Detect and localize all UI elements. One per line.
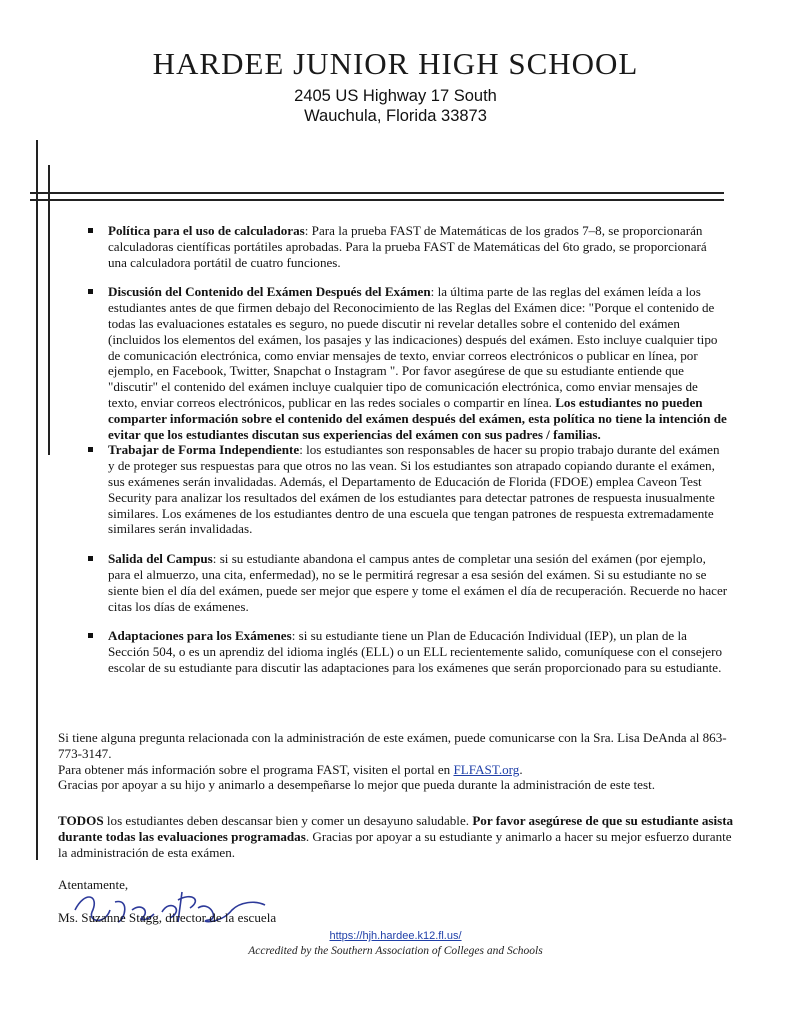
closing-paragraph: TODOS los estudiantes deben descansar bien y comer un desayuno saludable. Por favor asegúrese de que su estudiante asista durante todas las evaluaciones programadas. Gracias por apoyar a su estudiante y animarlo a hacer su mejor esfuerzo durante la administración de esta exámen. bbox=[58, 813, 734, 860]
policy-title: Salida del Campus bbox=[108, 551, 213, 567]
bullet-square-icon bbox=[88, 556, 93, 561]
header-rule-bottom bbox=[30, 199, 724, 201]
header-rule-top bbox=[30, 192, 724, 194]
policy-accommodations bbox=[88, 628, 728, 675]
policy-text: : la última parte de las reglas del exámen leída a los estudiantes antes de que firmen debajo del Reconocimiento de las Reglas del Exámen dice: "Porque el contenido de todas las evaluaciones estatales es seguro, no puede discutir ni revelar detalles sobre el contenido del exámen (incluidos los elementos del exámen, los pasajes y las indicaciones) después del exámen. Esto incluye cualquier tipo de comunicación electrónica, como enviar mensajes de texto, enviar correos electrónicos o publicar en línea, por ejemplo, en Facebook, Twitter, Snapchat o Instagram ". Por favor asegúrese de que su estudiante entiende que "discutir" el contenido del exámen incluye cualquier tipo de comunicación electrónica, como enviar mensajes de texto, enviar correos electrónicos, publicar en las redes sociales o compartir en línea. bbox=[108, 284, 718, 410]
contact-line-2: Para obtener más información sobre el programa FAST, visiten el portal en FLFAST.org. bbox=[58, 761, 523, 777]
accreditation-text: Accredited by the Southern Association of Colleges and Schools bbox=[248, 945, 543, 957]
address-line-1: 2405 US Highway 17 South bbox=[294, 87, 497, 105]
policy-independent-work bbox=[88, 442, 728, 537]
bullet-square-icon bbox=[88, 633, 93, 638]
school-address bbox=[0, 86, 791, 126]
policy-title: Política para el uso de calculadoras bbox=[108, 223, 305, 238]
contact-paragraph bbox=[58, 730, 738, 793]
policy-text: : si su estudiante abandona el campus antes de completar una sesión del exámen (por ejemplo, para el almuerzo, una cita, enfermedad), no se le permitirá regresar a esa sesión del exámen. Si su estudiante no se siente bien el día del exámen, puede ser mejor que espere y tome el exámen el día de recuperación. Recuerde no hacer citas los días de exámenes. bbox=[108, 551, 728, 614]
school-name: HARDEE JUNIOR HIGH SCHOOL bbox=[152, 46, 639, 81]
policy-calculators bbox=[88, 223, 728, 270]
policy-text: : si su estudiante tiene un Plan de Educación Individual (IEP), un plan de la Sección 504, o es un aprendiz del idioma inglés (ELL) o un ELL recientemente salido, comuníquese con el consejero escolar de su estudiante para discutir las adaptaciones para los exámenes que serán proporcionado para su estudiante. bbox=[108, 628, 722, 675]
flfast-link[interactable]: FLFAST.org bbox=[453, 761, 520, 777]
bullet-square-icon bbox=[88, 228, 93, 233]
policy-title: Discusión del Contenido del Exámen Después del Exámen bbox=[108, 284, 431, 300]
policy-title: Trabajar de Forma Independiente bbox=[108, 442, 300, 458]
left-vertical-rule bbox=[36, 140, 38, 860]
signer-name: Ms. Suzanne Stagg, director de la escuela bbox=[58, 910, 277, 925]
policy-bold-tail: Los estudiantes no pueden comparter información sobre el contenido del exámen después del exámen, esta política no tiene la intención de evitar que los estudiantes discutan sus experiencias del exámen con sus padres / familias. bbox=[108, 394, 727, 442]
address-line-2: Wauchula, Florida 33873 bbox=[304, 107, 487, 125]
policy-leaving-campus bbox=[88, 551, 728, 614]
contact-line-1: Si tiene alguna pregunta relacionada con la administración de este exámen, puede comunicarse con la Sra. Lisa DeAnda al 863-773-3147. bbox=[58, 730, 727, 761]
policy-list bbox=[88, 223, 728, 676]
policy-title: Adaptaciones para los Exámenes bbox=[108, 628, 292, 644]
bullet-square-icon bbox=[88, 289, 93, 294]
signoff: Atentamente, bbox=[58, 877, 129, 892]
bullet-square-icon bbox=[88, 447, 93, 452]
policy-text: : Para la prueba FAST de Matemáticas de los grados 7–8, se proporcionarán calculadoras científicas portátiles aprobadas. Para la prueba FAST de Matemáticas del 6to grado, se proporcionará una calculadora portátil de cuatro funciones. bbox=[108, 223, 707, 270]
contact-line-3: Gracias por apoyar a su hijo y animarlo a desempeñarse lo mejor que pueda durante la administración de este test. bbox=[58, 777, 656, 793]
inner-vertical-rule bbox=[48, 165, 50, 455]
school-website-link[interactable]: https://hjh.hardee.k12.fl.us/ bbox=[329, 930, 462, 942]
policy-text: : los estudiantes son responsables de hacer su propio trabajo durante del exámen y de proteger sus respuestas para que otros no las vean. Si los estudiantes son atrapado copiando durante el exámen, sus exámenes serán invalidadas. Además, el Departamento de Educación de Florida (FDOE) emplea Caveon Test Security para analizar los resultados del exámen de los estudiantes para detectar patrones de respuesta inusualmente similares. Los exámenes de los estudiantes dentro de una escuela que tengan patrones de respuesta extremadamente similares serán invalidadas. bbox=[108, 442, 720, 537]
policy-discussion bbox=[88, 284, 728, 442]
signature-image bbox=[70, 880, 270, 935]
